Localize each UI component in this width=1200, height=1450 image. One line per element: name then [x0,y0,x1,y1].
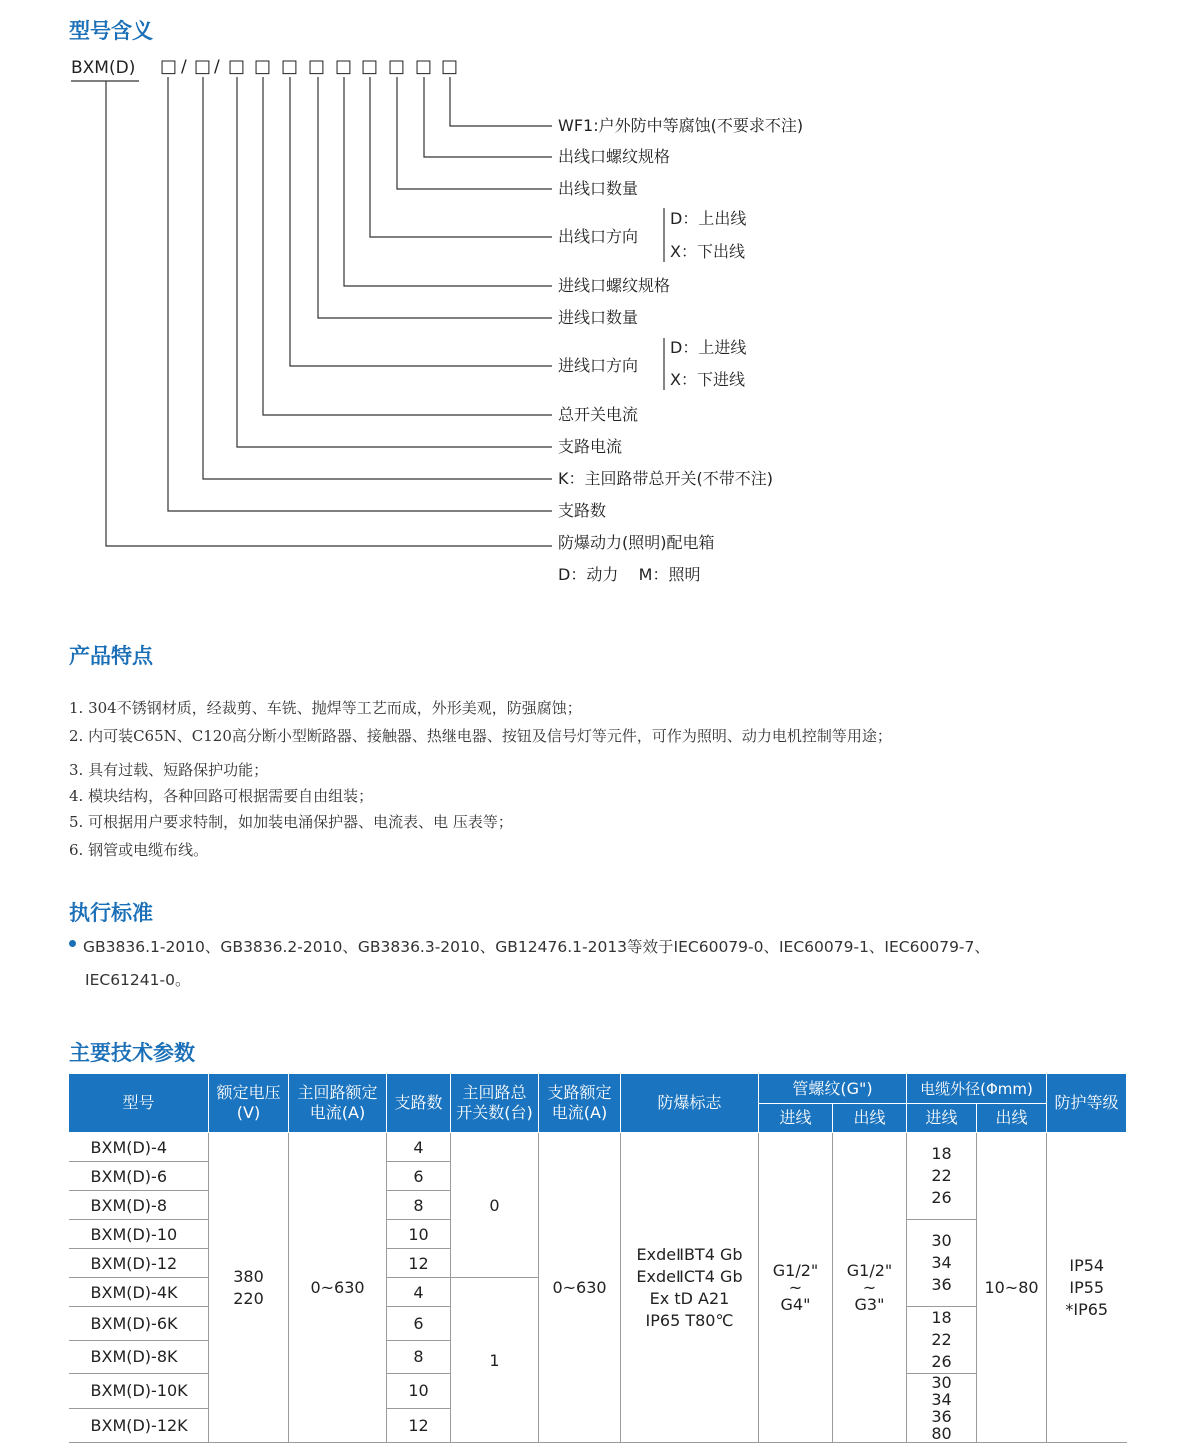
cell-branches: 12 [387,1408,451,1443]
bullet-icon [69,940,76,947]
cell-model: BXM(D)-12 [69,1249,209,1278]
code-slot: □ [160,56,178,77]
header-main-switch: 主回路总 开关数(台) [451,1074,539,1133]
cell-main-current: 0~630 [289,1133,387,1443]
header-cable-out: 出线 [977,1104,1047,1133]
code-slot: □ [254,56,272,77]
header-thread-in: 进线 [759,1104,833,1133]
cable-in-value: 18 [931,1308,952,1327]
code-slot: □ [228,56,246,77]
feature-item: 2. 内可装C65N、C120高分断小型断路器、接触器、热继电器、按钮及信号灯等元件，可作为照明、动力电机控制等用途； [69,727,892,745]
ex-mark-line: ExdeⅡCT4 Gb [636,1266,743,1286]
header-branch-current: 支路额定 电流(A) [539,1074,621,1133]
section-heading-model-meaning: 型号含义 [69,19,153,43]
label-in-direction-x: X：下进线 [670,370,745,389]
cell-branches: 8 [387,1191,451,1220]
voltage-value: 380 [233,1266,264,1286]
ex-mark-line: Ex tD A21 [649,1288,730,1308]
label-in-direction-d: D：上进线 [670,338,747,357]
cable-in-value: 22 [931,1166,952,1185]
section-heading-standards: 执行标准 [69,901,153,925]
code-slot: □ [441,56,459,77]
cell-branches: 4 [387,1278,451,1307]
header-cable-in: 进线 [907,1104,977,1133]
cell-branches: 12 [387,1249,451,1278]
cell-model: BXM(D)-10K [69,1374,209,1409]
ip-value: *IP65 [1065,1299,1109,1319]
header-ip: 防护等级 [1047,1074,1127,1133]
code-slash: / [214,57,220,77]
cable-in-value: 34 [931,1390,952,1409]
cell-branch-current: 0~630 [539,1133,621,1443]
cable-in-value: 80 [931,1424,952,1443]
model-code: BXM(D) [71,58,136,78]
ip-value: IP55 [1069,1277,1105,1297]
label-box-name: 防爆动力(照明)配电箱 [558,533,715,552]
cable-in-value: 34 [931,1253,952,1272]
cell-model: BXM(D)-4 [69,1133,209,1162]
cable-in-value: 30 [931,1231,952,1250]
standards-line-1: GB3836.1-2010、GB3836.2-2010、GB3836.3-2010、GB12476.1-2013等效于IEC60079-0、IEC60079-1、IEC60079-7、 [83,938,990,956]
code-slot: □ [308,56,326,77]
thread-out-line: ~ [862,1277,877,1297]
label-out-thread: 出线口螺纹规格 [558,147,671,166]
label-k-switch: K：主回路带总开关(不带不注) [558,469,773,488]
header-thread: 管螺纹(G") [759,1074,907,1104]
label-out-direction: 出线口方向 [558,227,639,246]
cell-model: BXM(D)-4K [69,1278,209,1307]
section-heading-features: 产品特点 [69,644,153,668]
feature-item: 1. 304不锈钢材质，经裁剪、车铣、抛焊等工艺而成，外形美观，防强腐蚀； [69,699,582,717]
label-in-thread: 进线口螺纹规格 [558,276,671,295]
code-slot: □ [361,56,379,77]
label-d-m: D：动力 M：照明 [558,565,701,584]
cell-model: BXM(D)-12K [69,1408,209,1443]
code-slot: □ [415,56,433,77]
feature-item: 4. 模块结构，各种回路可根据需要自由组装； [69,787,374,805]
cable-in-value: 18 [931,1144,952,1163]
label-in-direction: 进线口方向 [558,356,639,375]
cell-branches: 4 [387,1133,451,1162]
feature-item: 6. 钢管或电缆布线。 [69,841,209,859]
cell-main-switch: 1 [451,1278,539,1443]
cell-voltage [209,1133,289,1443]
code-slot: □ [281,56,299,77]
cell-branches: 8 [387,1340,451,1374]
header-model: 型号 [69,1074,209,1133]
thread-in-line: G4" [780,1294,811,1314]
thread-out-line: G3" [854,1294,885,1314]
ex-mark-line: IP65 T80℃ [645,1310,734,1330]
thread-out-line: G1/2" [846,1260,893,1280]
cell-model: BXM(D)-8K [69,1340,209,1374]
ip-value: IP54 [1069,1255,1105,1275]
header-ex-mark: 防爆标志 [621,1074,759,1133]
label-out-count: 出线口数量 [558,179,639,198]
voltage-value: 220 [233,1288,264,1308]
header-branches: 支路数 [387,1074,451,1133]
label-in-count: 进线口数量 [558,308,639,327]
label-out-direction-d: D：上出线 [670,209,747,228]
header-main-current: 主回路额定 电流(A) [289,1074,387,1133]
cable-in-value: 26 [931,1188,952,1207]
code-slot: □ [194,56,212,77]
cell-model: BXM(D)-6K [69,1307,209,1341]
cell-thread-in [759,1133,833,1443]
specs-table [68,1073,1127,1443]
feature-item: 5. 可根据用户要求特制，如加装电涌保护器、电流表、电 压表等； [69,813,513,831]
ex-mark-line: ExdeⅡBT4 Gb [636,1244,743,1264]
label-branch-count: 支路数 [558,501,607,520]
feature-item: 3. 具有过载、短路保护功能； [69,761,269,779]
code-slot: □ [388,56,406,77]
thread-in-line: ~ [788,1277,803,1297]
cell-branches: 10 [387,1374,451,1409]
cell-cable-out: 10~80 [977,1133,1047,1443]
cable-in-value: 30 [931,1373,952,1392]
thread-in-line: G1/2" [772,1260,819,1280]
cable-in-value: 26 [931,1352,952,1371]
cell-model: BXM(D)-10 [69,1220,209,1249]
cell-ip [1047,1133,1127,1443]
code-slash: / [181,57,187,77]
cell-cable-in-group [907,1307,977,1374]
cell-branches: 6 [387,1162,451,1191]
cell-branches: 6 [387,1307,451,1341]
cell-model: BXM(D)-6 [69,1162,209,1191]
header-thread-out: 出线 [833,1104,907,1133]
standards-line-2: IEC61241-0。 [85,971,191,989]
cell-ex-mark [621,1133,759,1443]
section-heading-specs: 主要技术参数 [69,1041,195,1065]
label-branch-current: 支路电流 [558,437,623,456]
code-slot: □ [335,56,353,77]
cell-cable-in-group [907,1374,977,1443]
header-voltage: 额定电压 (V) [209,1074,289,1133]
cell-cable-in-group [907,1133,977,1220]
label-wf1: WF1:户外防中等腐蚀(不要求不注) [558,116,804,135]
cable-in-value: 36 [931,1407,952,1426]
cell-branches: 10 [387,1220,451,1249]
cell-thread-out [833,1133,907,1443]
cell-cable-in-group [907,1220,977,1307]
cell-model: BXM(D)-8 [69,1191,209,1220]
label-out-direction-x: X：下出线 [670,242,745,261]
cable-in-value: 36 [931,1275,952,1294]
cable-in-value: 22 [931,1330,952,1349]
cell-main-switch: 0 [451,1133,539,1278]
header-cable: 电缆外径(Φmm) [907,1074,1047,1104]
label-main-current: 总开关电流 [558,405,639,424]
